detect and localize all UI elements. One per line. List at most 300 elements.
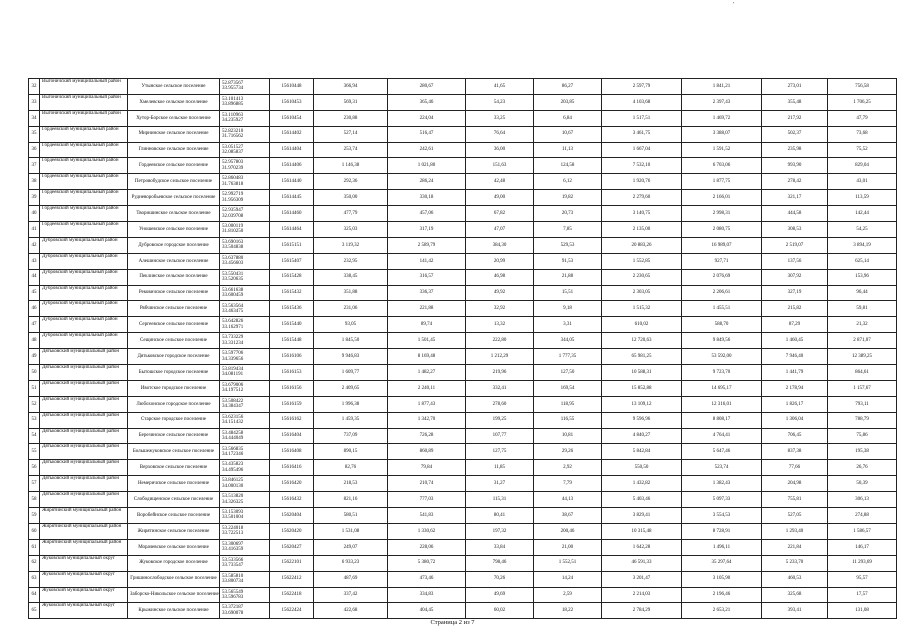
value-cell-2: 5 380,72 [388, 555, 466, 571]
oktmo-cell: 15610453 [270, 94, 314, 110]
settlement-cell: Слободищенское сельское поселение [128, 492, 220, 508]
table-row [29, 380, 897, 396]
value-cell-2: 473,46 [388, 571, 466, 587]
value-cell-8: 54,25 [828, 222, 897, 238]
value-cell-3: 49,00 [466, 190, 534, 206]
latitude-value: 53.153093 [222, 510, 244, 516]
value-cell-1: 1 845,50 [314, 333, 388, 349]
table-row [29, 158, 897, 174]
row-number: 63 [29, 571, 40, 587]
settlement-cell: Воробейнское сельское поселение [128, 508, 220, 524]
value-cell-5: 2 597,79 [602, 79, 682, 95]
row-number: 43 [29, 253, 40, 269]
value-cell-6: 3 554,53 [682, 508, 762, 524]
value-cell-2: 210,74 [388, 476, 466, 492]
value-cell-6: 2 998,31 [682, 206, 762, 222]
value-cell-2: 1 330,62 [388, 523, 466, 539]
latitude-value: 52.823210 [222, 128, 244, 134]
value-cell-3: 70,26 [466, 571, 534, 587]
value-cell-7: 278,42 [762, 174, 828, 190]
value-cell-7: 325,68 [762, 587, 828, 603]
settlement-cell: Березинское сельское поселение [128, 428, 220, 444]
longitude-value: 33.690078 [222, 610, 244, 616]
table-row [29, 476, 897, 492]
latitude-value: 53.637880 [222, 255, 244, 261]
settlement-cell: Глинновское сельское поселение [128, 142, 220, 158]
settlement-cell: Пеклинское сельское поселение [128, 269, 220, 285]
value-cell-7: 215,82 [762, 301, 828, 317]
value-cell-7: 755,81 [762, 492, 828, 508]
settlement-cell: Петровобудское сельское поселение [128, 174, 220, 190]
value-cell-7: 460,53 [762, 571, 828, 587]
row-number: 61 [29, 539, 40, 555]
value-cell-8: 95,57 [828, 571, 897, 587]
oktmo-cell: 15615428 [270, 269, 314, 285]
value-cell-5: 1 642,28 [602, 539, 682, 555]
oktmo-cell: 15614402 [270, 126, 314, 142]
latitude-value: 52.957803 [222, 160, 244, 166]
longitude-value: 33.596783 [222, 594, 244, 600]
value-cell-3: 1 212,29 [466, 349, 534, 365]
latitude-value: 53.513820 [222, 494, 244, 500]
page-footer: Страница 2 из 7 [430, 619, 475, 626]
value-cell-3: 80,41 [466, 508, 534, 524]
oktmo-cell: 15616162 [270, 412, 314, 428]
value-cell-3: 798,46 [466, 555, 534, 571]
coordinates-cell [220, 285, 270, 301]
value-cell-1: 821,16 [314, 492, 388, 508]
value-cell-3: 222,80 [466, 333, 534, 349]
value-cell-1: 422,68 [314, 603, 388, 619]
oktmo-cell: 15622412 [270, 571, 314, 587]
value-cell-5: 2 784,29 [602, 603, 682, 619]
coordinates-cell [220, 444, 270, 460]
value-cell-6: 6 703,06 [682, 158, 762, 174]
settlement-cell: Крыжинское сельское поселение [128, 603, 220, 619]
coordinates-cell [220, 79, 270, 95]
oktmo-cell: 15615436 [270, 301, 314, 317]
longitude-value: 33.331234 [222, 340, 244, 346]
oktmo-cell: 15622101 [270, 555, 314, 571]
oktmo-cell: 15614440 [270, 174, 314, 190]
value-cell-2: 316,57 [388, 269, 466, 285]
value-cell-1: 232,95 [314, 253, 388, 269]
district-cell: Дятьковский муниципальный район [40, 349, 128, 365]
value-cell-4: 203,85 [534, 94, 602, 110]
longitude-value: 33.162971 [222, 324, 244, 330]
oktmo-cell: 15616432 [270, 492, 314, 508]
value-cell-5: 7 532,10 [602, 158, 682, 174]
value-cell-5: 3 461,75 [602, 126, 682, 142]
value-cell-1: 569,31 [314, 94, 388, 110]
value-cell-7: 87,29 [762, 317, 828, 333]
value-cell-3: 60,02 [466, 603, 534, 619]
value-cell-8: 829,04 [828, 158, 897, 174]
value-cell-4: 118,95 [534, 396, 602, 412]
value-cell-7: 273,01 [762, 79, 828, 95]
row-number: 35 [29, 126, 40, 142]
value-cell-2: 1 342,70 [388, 412, 466, 428]
latitude-value: 53.533566 [222, 557, 244, 563]
value-cell-6: 53 592,00 [682, 349, 762, 365]
longitude-value: 34.151432 [222, 420, 244, 426]
row-number: 53 [29, 412, 40, 428]
value-cell-8: 3 894,19 [828, 237, 897, 253]
table-row [29, 301, 897, 317]
value-cell-8: 59,81 [828, 301, 897, 317]
value-cell-3: 46,98 [466, 269, 534, 285]
settlement-cell: Жирятинское сельское поселение [128, 523, 220, 539]
value-cell-7: 5 233,70 [762, 555, 828, 571]
value-cell-4: 86,27 [534, 79, 602, 95]
district-cell: Жуковский муниципальный округ [40, 587, 128, 603]
value-cell-6: 16 989,07 [682, 237, 762, 253]
table-row [29, 79, 897, 95]
longitude-value: 31.763818 [222, 181, 244, 187]
value-cell-2: 860,89 [388, 444, 466, 460]
district-cell: Дятьковский муниципальный район [40, 428, 128, 444]
oktmo-cell: 15615448 [270, 333, 314, 349]
value-cell-1: 325,03 [314, 222, 388, 238]
value-cell-2: 334,83 [388, 587, 466, 603]
value-cell-4: 14,24 [534, 571, 602, 587]
longitude-value: 33.504838 [222, 245, 244, 251]
value-cell-3: 332,41 [466, 380, 534, 396]
coordinates-cell [220, 412, 270, 428]
oktmo-cell: 15615432 [270, 285, 314, 301]
value-cell-2: 1 877,43 [388, 396, 466, 412]
table-row [29, 333, 897, 349]
oktmo-cell: 15616416 [270, 460, 314, 476]
table-row [29, 142, 897, 158]
district-cell: Дубровский муниципальный район [40, 317, 128, 333]
district-cell: Жирятинский муниципальный район [40, 523, 128, 539]
longitude-value: 33.501004 [222, 515, 244, 521]
coordinates-cell [220, 365, 270, 381]
value-cell-2: 79,84 [388, 460, 466, 476]
coordinates-cell [220, 333, 270, 349]
settlement-cell: Гордеевское сельское поселение [128, 158, 220, 174]
value-cell-2: 89,74 [388, 317, 466, 333]
value-cell-8: 793,11 [828, 396, 897, 412]
value-cell-4: 29,26 [534, 444, 602, 460]
value-cell-6: 2 196,46 [682, 587, 762, 603]
latitude-value: 52.935947 [222, 208, 244, 214]
value-cell-6: 2 166,01 [682, 190, 762, 206]
value-cell-3: 41,65 [466, 79, 534, 95]
value-cell-8: 43,01 [828, 174, 897, 190]
value-cell-7: 1 293,40 [762, 523, 828, 539]
value-cell-7: 77,66 [762, 460, 828, 476]
value-cell-5: 2 303,05 [602, 285, 682, 301]
value-cell-5: 1 552,85 [602, 253, 682, 269]
value-cell-5: 46 591,33 [602, 555, 682, 571]
district-cell: Дятьковский муниципальный район [40, 444, 128, 460]
value-cell-4: 7,79 [534, 476, 602, 492]
value-cell-6: 2 397,43 [682, 94, 762, 110]
row-number: 33 [29, 94, 40, 110]
value-cell-7: 221,84 [762, 539, 828, 555]
coordinates-cell [220, 317, 270, 333]
coordinates-cell [220, 460, 270, 476]
oktmo-cell: 15615151 [270, 237, 314, 253]
oktmo-cell: 15620404 [270, 508, 314, 524]
district-cell: Гордеевский муниципальный район [40, 174, 128, 190]
latitude-value: 53.224018 [222, 525, 244, 531]
value-cell-4: 1 552,51 [534, 555, 602, 571]
value-cell-1: 93,05 [314, 317, 388, 333]
table-row [29, 460, 897, 476]
value-cell-1: 580,51 [314, 508, 388, 524]
longitude-value: 33.896885 [222, 102, 244, 108]
value-cell-3: 42,48 [466, 174, 534, 190]
value-cell-8: 131,08 [828, 603, 897, 619]
value-cell-7: 217,92 [762, 110, 828, 126]
value-cell-7: 307,92 [762, 269, 828, 285]
coordinates-cell [220, 174, 270, 190]
value-cell-2: 404,45 [388, 603, 466, 619]
value-cell-5: 12 720,63 [602, 333, 682, 349]
value-cell-6: 1 382,43 [682, 476, 762, 492]
coordinates-cell [220, 349, 270, 365]
district-cell: Выгоничский муниципальный район [40, 79, 128, 95]
value-cell-2: 330,18 [388, 190, 466, 206]
value-cell-1: 231,06 [314, 301, 388, 317]
latitude-value: 53.300697 [222, 541, 244, 547]
longitude-value: 34.384347 [222, 404, 244, 410]
coordinates-cell [220, 110, 270, 126]
value-cell-2: 541,83 [388, 508, 466, 524]
value-cell-3: 127,75 [466, 444, 534, 460]
value-cell-2: 726,28 [388, 428, 466, 444]
value-cell-3: 36,00 [466, 142, 534, 158]
value-cell-4: 200,46 [534, 523, 602, 539]
value-cell-4: 19,82 [534, 190, 602, 206]
value-cell-1: 6 933,23 [314, 555, 388, 571]
coordinates-cell [220, 237, 270, 253]
value-cell-8: 73,68 [828, 126, 897, 142]
longitude-value: 34.495496 [222, 467, 244, 473]
oktmo-cell: 15616153 [270, 365, 314, 381]
value-cell-8: 625,14 [828, 253, 897, 269]
value-cell-2: 1 482,27 [388, 365, 466, 381]
value-cell-7: 444,58 [762, 206, 828, 222]
value-cell-4: 91,53 [534, 253, 602, 269]
value-cell-6: 1 469,72 [682, 110, 762, 126]
table-row [29, 206, 897, 222]
value-cell-1: 366,94 [314, 79, 388, 95]
district-cell: Гордеевский муниципальный район [40, 158, 128, 174]
district-cell: Дятьковский муниципальный район [40, 476, 128, 492]
longitude-value: 31.716562 [222, 134, 244, 140]
settlement-cell: Жуковское городское поселение [128, 555, 220, 571]
latitude-value: 53.661638 [222, 287, 244, 293]
row-number: 44 [29, 269, 40, 285]
district-cell: Дятьковский муниципальный район [40, 365, 128, 381]
value-cell-8: 274,88 [828, 508, 897, 524]
value-cell-5: 10 315,48 [602, 523, 682, 539]
value-cell-6: 2 653,21 [682, 603, 762, 619]
longitude-value: 32.085837 [222, 150, 244, 155]
latitude-value: 53.642826 [222, 319, 244, 325]
value-cell-5: 2 230,65 [602, 269, 682, 285]
district-cell: Дятьковский муниципальный район [40, 412, 128, 428]
settlement-cell: Большежуковское сельское поселение [128, 444, 220, 460]
value-cell-6: 35 297,64 [682, 555, 762, 571]
settlement-cell: Сещинское сельское поселение [128, 333, 220, 349]
district-cell: Дубровский муниципальный район [40, 237, 128, 253]
value-cell-7: 321,17 [762, 190, 828, 206]
value-cell-2: 365,46 [388, 94, 466, 110]
value-cell-6: 523,74 [682, 460, 762, 476]
coordinates-cell [220, 126, 270, 142]
latitude-value: 53.566835 [222, 446, 244, 452]
table-row [29, 269, 897, 285]
value-cell-3: 20,99 [466, 253, 534, 269]
table-row [29, 428, 897, 444]
oktmo-cell: 15616159 [270, 396, 314, 412]
table-row [29, 349, 897, 365]
longitude-value: 34.339656 [222, 356, 244, 362]
table-row [29, 603, 897, 619]
longitude-value: 33.600459 [222, 293, 244, 299]
table-row [29, 523, 897, 539]
value-cell-5: 3 829,41 [602, 508, 682, 524]
value-cell-7: 137,56 [762, 253, 828, 269]
value-cell-6: 3 105,90 [682, 571, 762, 587]
coordinates-cell [220, 380, 270, 396]
latitude-value: 53.563564 [222, 303, 244, 309]
document-table-container [28, 78, 897, 619]
value-cell-7: 502,37 [762, 126, 828, 142]
settlement-cell: Дубровское городское поселение [128, 237, 220, 253]
latitude-value: 53.623156 [222, 414, 244, 420]
value-cell-7: 993,90 [762, 158, 828, 174]
value-cell-2: 1 021,80 [388, 158, 466, 174]
value-cell-4: 44,13 [534, 492, 602, 508]
value-cell-6: 1 591,52 [682, 142, 762, 158]
row-number: 41 [29, 222, 40, 238]
value-cell-4: 116,55 [534, 412, 602, 428]
settlement-cell: Немеричское сельское поселение [128, 476, 220, 492]
district-cell: Дятьковский муниципальный район [40, 380, 128, 396]
value-cell-3: 54,23 [466, 94, 534, 110]
corner-mark: ' [733, 2, 735, 8]
value-cell-6: 588,70 [682, 317, 762, 333]
district-cell: Дубровский муниципальный район [40, 285, 128, 301]
settlement-cell: Рековичское сельское поселение [128, 285, 220, 301]
value-cell-8: 1 157,67 [828, 380, 897, 396]
district-cell: Гордеевский муниципальный район [40, 126, 128, 142]
row-number: 37 [29, 158, 40, 174]
latitude-value: 53.101413 [222, 96, 244, 102]
table-row [29, 174, 897, 190]
row-number: 51 [29, 380, 40, 396]
longitude-value: 33.520635 [222, 277, 244, 283]
table-row [29, 285, 897, 301]
value-cell-1: 1 146,38 [314, 158, 388, 174]
district-cell: Жирятинский муниципальный район [40, 508, 128, 524]
value-cell-7: 355,48 [762, 94, 828, 110]
latitude-value: 53.550431 [222, 271, 244, 277]
value-cell-5: 1 517,51 [602, 110, 682, 126]
value-cell-3: 384,30 [466, 237, 534, 253]
value-cell-2: 221,88 [388, 301, 466, 317]
value-cell-1: 292,36 [314, 174, 388, 190]
value-cell-1: 890,15 [314, 444, 388, 460]
longitude-value: 32.039708 [222, 213, 244, 219]
value-cell-4: 3,31 [534, 317, 602, 333]
value-cell-3: 11,85 [466, 460, 534, 476]
longitude-value: 31.970239 [222, 165, 244, 171]
latitude-value: 53.597706 [222, 351, 244, 357]
oktmo-cell: 15622418 [270, 587, 314, 603]
value-cell-4: 21,88 [534, 269, 602, 285]
row-number: 47 [29, 317, 40, 333]
value-cell-8: 75,52 [828, 142, 897, 158]
oktmo-cell: 15616156 [270, 380, 314, 396]
value-cell-5: 4 840,27 [602, 428, 682, 444]
value-cell-2: 141,42 [388, 253, 466, 269]
value-cell-7: 1 306,04 [762, 412, 828, 428]
latitude-value: 53.679006 [222, 382, 244, 388]
value-cell-4: 1 777,35 [534, 349, 602, 365]
settlement-cell: Уношевское сельское поселение [128, 222, 220, 238]
district-cell: Гордеевский муниципальный район [40, 206, 128, 222]
table-row [29, 237, 897, 253]
row-number: 52 [29, 396, 40, 412]
value-cell-5: 4 103,68 [602, 94, 682, 110]
oktmo-cell: 15614460 [270, 206, 314, 222]
value-cell-3: 33,84 [466, 539, 534, 555]
value-cell-7: 837,38 [762, 444, 828, 460]
row-number: 32 [29, 79, 40, 95]
latitude-value: 53.565549 [222, 589, 244, 595]
value-cell-7: 527,05 [762, 508, 828, 524]
value-cell-2: 457,06 [388, 206, 466, 222]
table-row [29, 539, 897, 555]
value-cell-8: 864,61 [828, 365, 897, 381]
value-cell-5: 5 842,84 [602, 444, 682, 460]
value-cell-2: 336,37 [388, 285, 466, 301]
settlement-cell: Дятьковское городское поселение [128, 349, 220, 365]
value-cell-2: 8 169,48 [388, 349, 466, 365]
value-cell-8: 113,59 [828, 190, 897, 206]
value-cell-6: 1 877,75 [682, 174, 762, 190]
value-cell-4: 529,53 [534, 237, 602, 253]
value-cell-6: 927,71 [682, 253, 762, 269]
value-cell-4: 6,12 [534, 174, 602, 190]
value-cell-8: 2 871,07 [828, 333, 897, 349]
value-cell-5: 1 432,82 [602, 476, 682, 492]
value-cell-8: 12 389,25 [828, 349, 897, 365]
latitude-value: 52.873567 [222, 81, 244, 87]
district-cell: Гордеевский муниципальный район [40, 222, 128, 238]
latitude-value: 53.435823 [222, 462, 244, 468]
settlement-cell: Рудневоробьевское сельское поселение [128, 190, 220, 206]
coordinates-cell [220, 508, 270, 524]
oktmo-cell: 15616106 [270, 349, 314, 365]
settlement-cell: Ивотское городское поселение [128, 380, 220, 396]
value-cell-8: 146,17 [828, 539, 897, 555]
value-cell-7: 2 519,07 [762, 237, 828, 253]
value-cell-1: 3 119,32 [314, 237, 388, 253]
row-number: 56 [29, 460, 40, 476]
row-number: 34 [29, 110, 40, 126]
district-cell: Гордеевский муниципальный район [40, 190, 128, 206]
oktmo-cell: 15614406 [270, 158, 314, 174]
row-number: 65 [29, 603, 40, 619]
